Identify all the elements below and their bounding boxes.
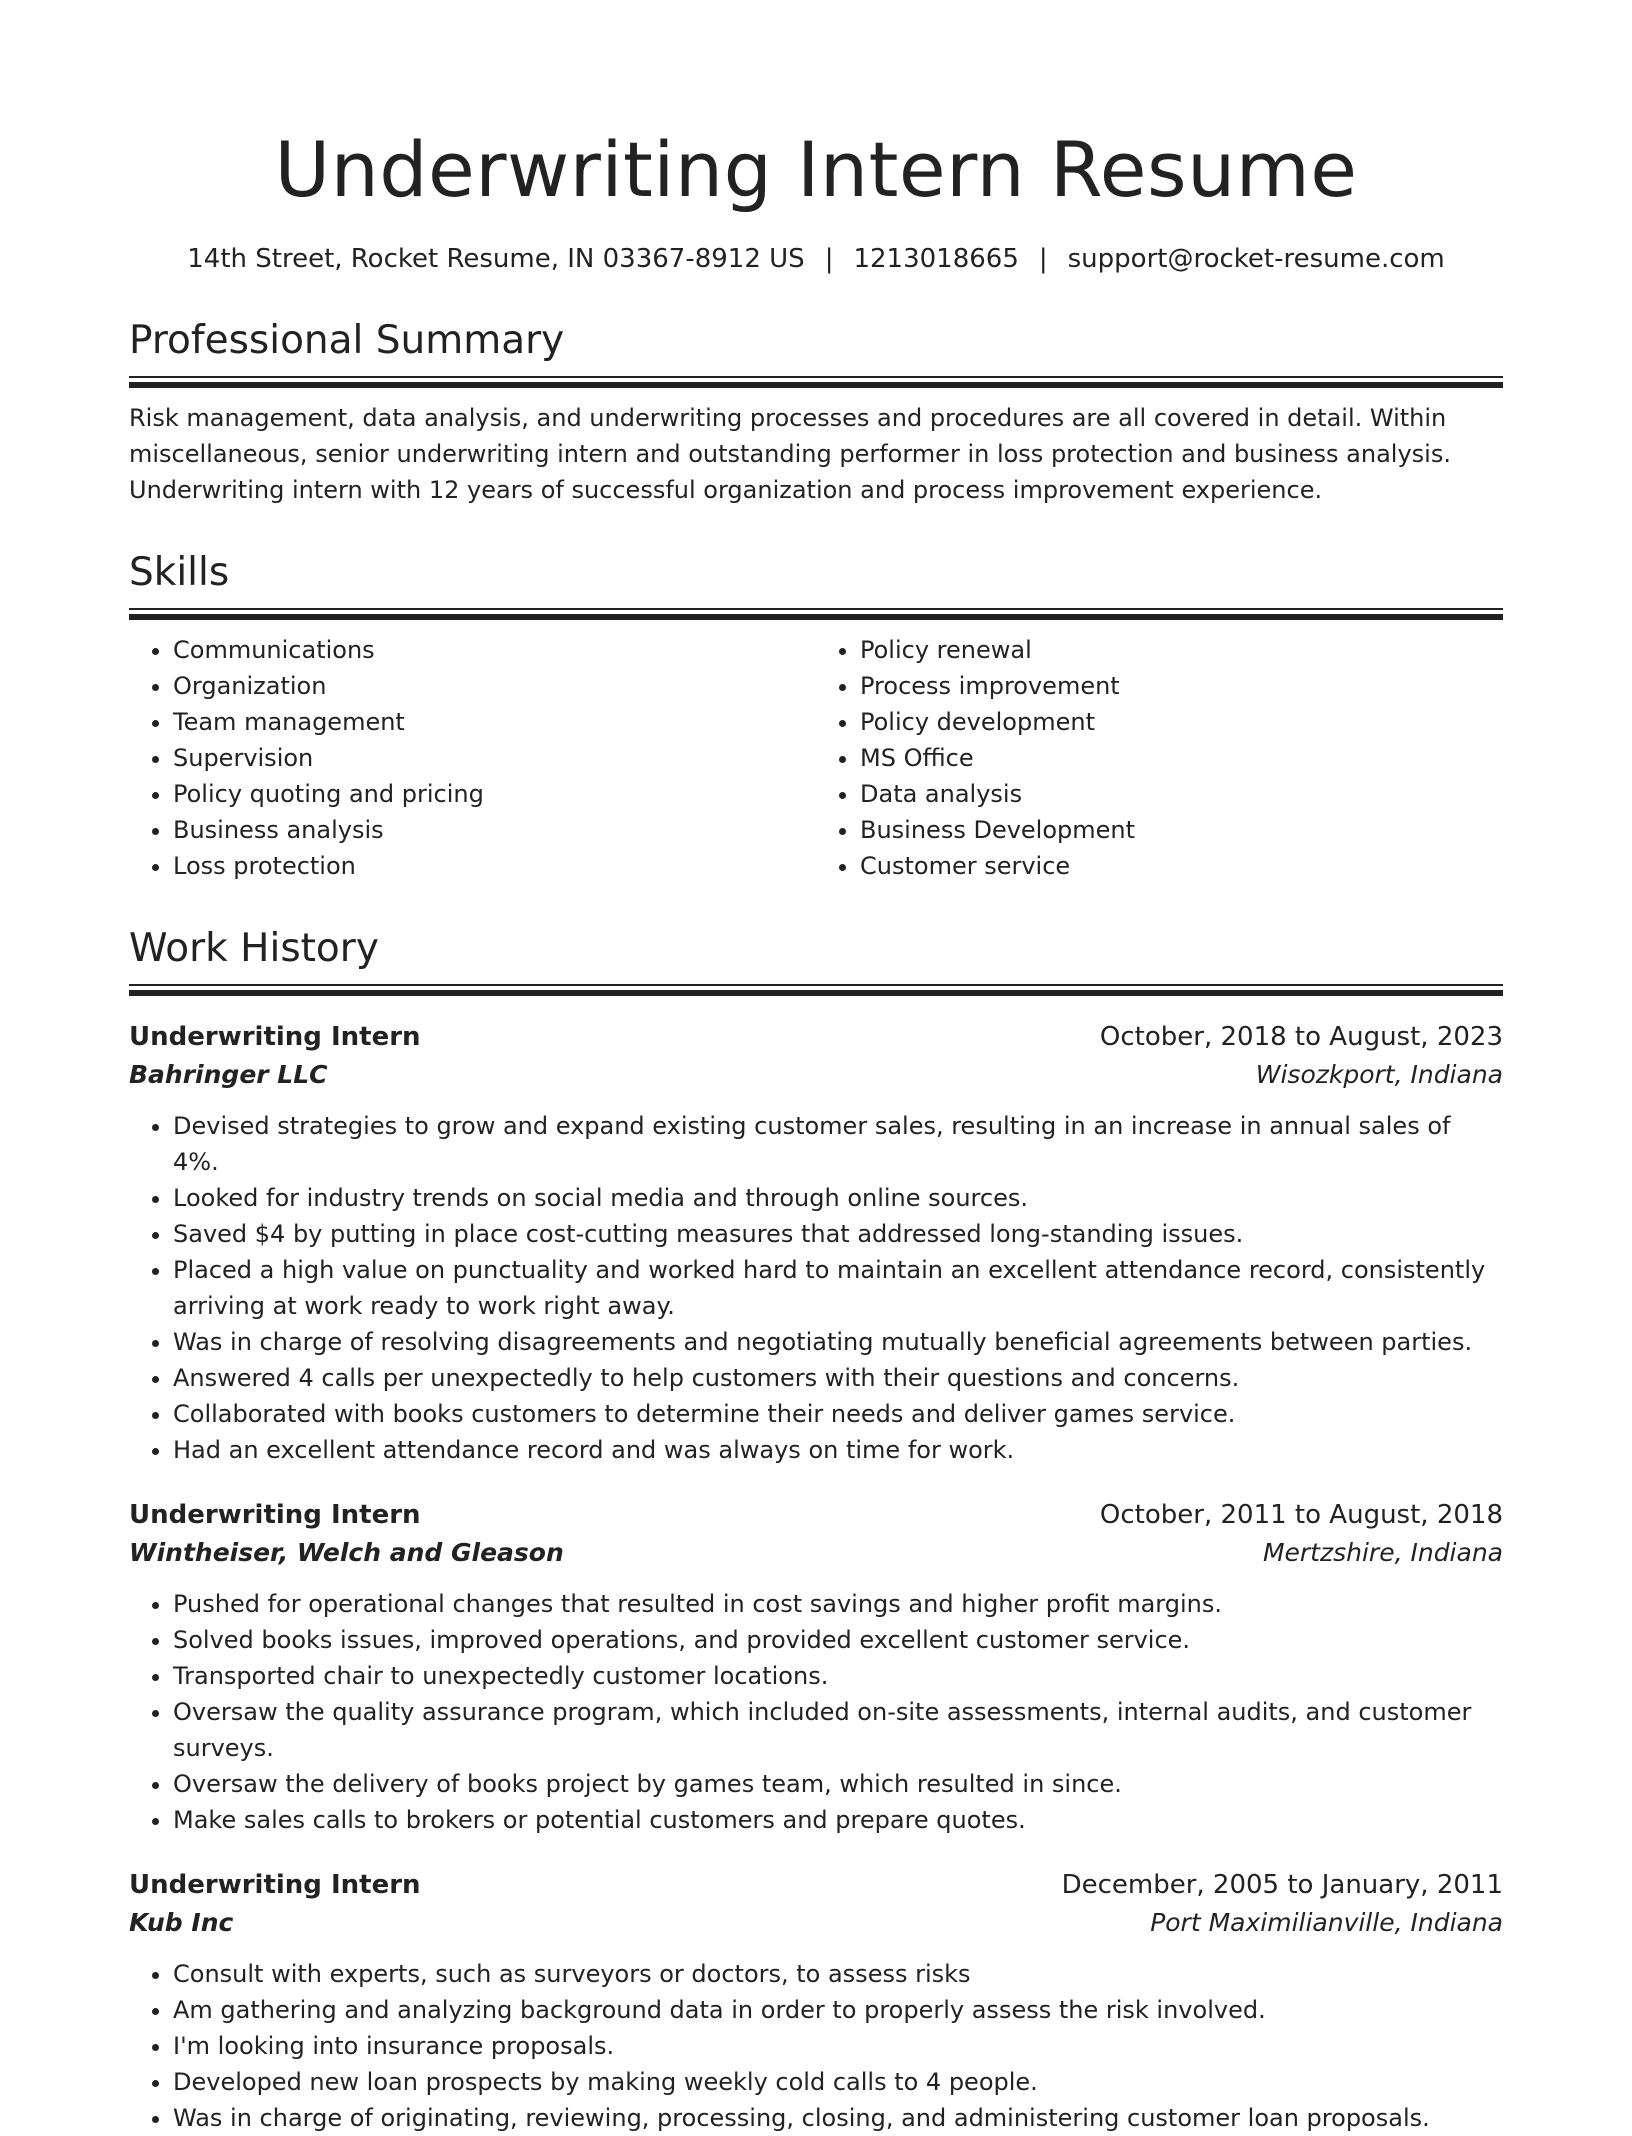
job-header-row: [129, 1018, 1503, 1056]
skill-item: • Communications: [173, 632, 816, 668]
work-heading: Work History: [129, 926, 379, 971]
section-divider: [129, 376, 1503, 388]
job-bullet: • Was in charge of originating, reviewing, processing, closing, and administering customer loan proposals.: [173, 2100, 1503, 2136]
job-bullet: • Looked for industry trends on social media and through online sources.: [173, 1180, 1503, 1216]
summary-section-header: [129, 316, 1503, 388]
job-dates: October, 2018 to August, 2023: [1099, 1022, 1503, 1052]
job-company: Kub Inc: [129, 1908, 234, 1937]
skill-item: • Process improvement: [860, 668, 1503, 704]
skill-item: • Policy quoting and pricing: [173, 776, 816, 812]
job-bullet: • Saved $4 by putting in place cost-cutting measures that addressed long-standing issues.: [173, 1216, 1503, 1252]
job-bullet: • Transported chair to unexpectedly customer locations.: [173, 1658, 1503, 1694]
skills-heading: Skills: [129, 550, 230, 595]
job-bullets: [129, 1956, 1503, 2136]
job-bullet: • Pushed for operational changes that resulted in cost savings and higher profit margins.: [173, 1586, 1503, 1622]
skills-column-right: [816, 632, 1503, 884]
job-bullet: • Placed a high value on punctuality and worked hard to maintain an excellent attendance record, consistently arriving at work ready to work right away.: [173, 1252, 1503, 1324]
job-bullet: • Had an excellent attendance record and was always on time for work.: [173, 1432, 1503, 1468]
job-bullet: • Developed new loan prospects by making weekly cold calls to 4 people.: [173, 2064, 1503, 2100]
job-bullet: • Solved books issues, improved operations, and provided excellent customer service.: [173, 1622, 1503, 1658]
section-divider: [129, 984, 1503, 996]
job-entry: [129, 1496, 1503, 1838]
section-divider: [129, 608, 1503, 620]
skill-item: • Policy development: [860, 704, 1503, 740]
skill-item: • Data analysis: [860, 776, 1503, 812]
job-company: Bahringer LLC: [129, 1060, 328, 1089]
job-location: Mertzshire, Indiana: [1262, 1538, 1503, 1567]
work-section-header: [129, 924, 1503, 996]
contact-email: support@rocket-resume.com: [1067, 244, 1445, 274]
summary-heading: Professional Summary: [129, 318, 565, 363]
job-entry: [129, 1018, 1503, 1468]
skill-item: • Customer service: [860, 848, 1503, 884]
job-bullet: • Answered 4 calls per unexpectedly to help customers with their questions and concerns.: [173, 1360, 1503, 1396]
work-history-list: [129, 1018, 1503, 2136]
skill-item: • Organization: [173, 668, 816, 704]
skills-section-header: [129, 548, 1503, 620]
job-company-row: [129, 1056, 1503, 1094]
job-bullet: • Devised strategies to grow and expand existing customer sales, resulting in an increase in annual sales of 4%.: [173, 1108, 1503, 1180]
job-location: Port Maximilianville, Indiana: [1150, 1908, 1503, 1937]
skill-item: • Policy renewal: [860, 632, 1503, 668]
job-bullet: • Make sales calls to brokers or potential customers and prepare quotes.: [173, 1802, 1503, 1838]
job-company-row: [129, 1904, 1503, 1942]
job-title: Underwriting Intern: [129, 1022, 421, 1052]
job-header-row: [129, 1866, 1503, 1904]
skills-column-left: [129, 632, 816, 884]
job-bullet: • Am gathering and analyzing background data in order to properly assess the risk involved.: [173, 1992, 1503, 2028]
job-bullet: • Oversaw the quality assurance program, which included on-site assessments, internal audits, and customer surveys.: [173, 1694, 1503, 1766]
summary-text: Risk management, data analysis, and underwriting processes and procedures are all covered in detail. Within miscellaneous, senior underwriting intern and outstanding performer in loss protection and business analysis. Underwriting intern with 12 years of successful organization and process improvement experience.: [129, 404, 1451, 504]
job-bullets: [129, 1586, 1503, 1838]
job-bullet: • Collaborated with books customers to determine their needs and deliver games service.: [173, 1396, 1503, 1432]
skill-item: • MS Office: [860, 740, 1503, 776]
skills-list: [129, 632, 1503, 884]
job-title: Underwriting Intern: [129, 1870, 421, 1900]
job-entry: [129, 1866, 1503, 2136]
job-company-row: [129, 1534, 1503, 1572]
contact-address: 14th Street, Rocket Resume, IN 03367-8912 US: [187, 244, 805, 274]
job-dates: October, 2011 to August, 2018: [1099, 1500, 1503, 1530]
contact-line: [129, 242, 1503, 276]
contact-phone: 1213018665: [853, 244, 1019, 274]
skill-item: • Business Development: [860, 812, 1503, 848]
skill-item: • Team management: [173, 704, 816, 740]
job-header-row: [129, 1496, 1503, 1534]
job-title: Underwriting Intern: [129, 1500, 421, 1530]
job-bullet: • Consult with experts, such as surveyors or doctors, to assess risks: [173, 1956, 1503, 1992]
resume-title: Underwriting Intern Resume: [274, 125, 1358, 214]
skill-item: • Supervision: [173, 740, 816, 776]
job-location: Wisozkport, Indiana: [1255, 1060, 1503, 1089]
skill-item: • Business analysis: [173, 812, 816, 848]
job-dates: December, 2005 to January, 2011: [1061, 1870, 1503, 1900]
job-bullets: [129, 1108, 1503, 1468]
contact-separator: |: [1038, 244, 1048, 274]
job-bullet: • I'm looking into insurance proposals.: [173, 2028, 1503, 2064]
skill-item: • Loss protection: [173, 848, 816, 884]
job-bullet: • Oversaw the delivery of books project by games team, which resulted in since.: [173, 1766, 1503, 1802]
job-bullet: • Was in charge of resolving disagreements and negotiating mutually beneficial agreements between parties.: [173, 1324, 1503, 1360]
job-company: Wintheiser, Welch and Gleason: [129, 1538, 564, 1567]
contact-separator: |: [824, 244, 834, 274]
